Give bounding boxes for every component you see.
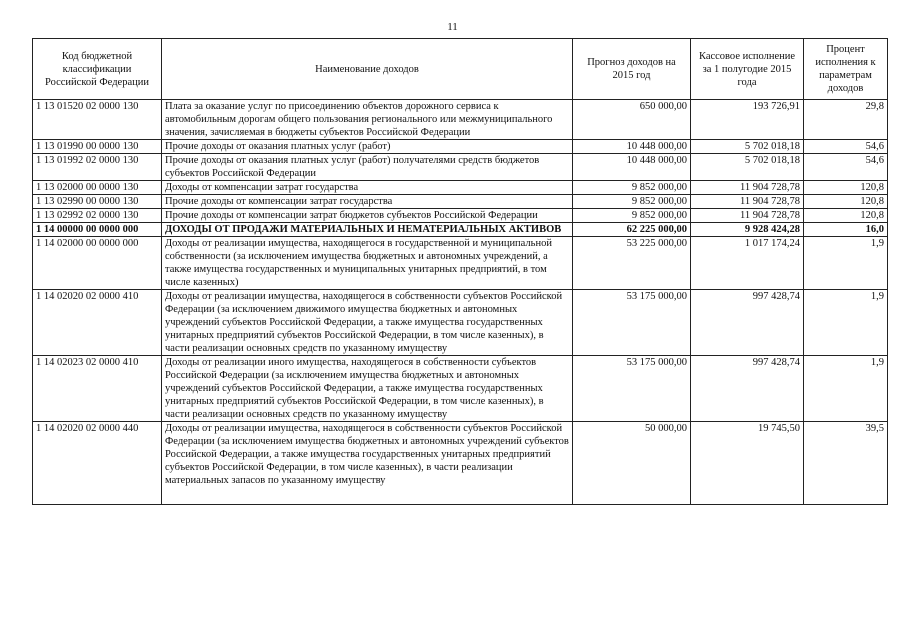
row-cash: 5 702 018,18 (691, 140, 804, 154)
row-percent: 1,9 (804, 356, 888, 422)
table-row (33, 100, 888, 140)
header-name: Наименование доходов (162, 39, 573, 100)
row-code: 1 14 02020 02 0000 410 (33, 290, 162, 356)
table-row (33, 422, 888, 505)
row-percent: 54,6 (804, 154, 888, 181)
row-name: Доходы от реализации имущества, находящегося в собственности субъектов Российской Федерации (за исключением движимого имущества бюджетных и автономных учреждений субъектов Российской Федерации, а также имущества государственных унитарных предприятий субъектов Российской Федерации, в том числе казенных), в части реализации основных средств по указанному имуществу (162, 290, 573, 356)
header-code: Код бюджетной классификации Российской Федерации (33, 39, 162, 100)
row-forecast: 53 175 000,00 (573, 290, 691, 356)
row-code: 1 13 01992 02 0000 130 (33, 154, 162, 181)
row-name: ДОХОДЫ ОТ ПРОДАЖИ МАТЕРИАЛЬНЫХ И НЕМАТЕРИАЛЬНЫХ АКТИВОВ (162, 223, 573, 237)
row-forecast: 9 852 000,00 (573, 209, 691, 223)
row-name: Доходы от реализации иного имущества, находящегося в собственности субъектов Российской Федерации (за исключением имущества бюджетных и автономных учреждений субъектов Российской Федерации, а также имущества государственных унитарных предприятий субъектов Российской Федерации, в том числе казенных), в части реализации основных средств по указанному имуществу (162, 356, 573, 422)
table-header-row (33, 39, 888, 100)
header-percent: Процент исполнения к параметрам доходов (804, 39, 888, 100)
row-percent: 120,8 (804, 181, 888, 195)
row-forecast: 9 852 000,00 (573, 195, 691, 209)
row-forecast: 50 000,00 (573, 422, 691, 505)
row-forecast: 10 448 000,00 (573, 140, 691, 154)
row-name: Прочие доходы от оказания платных услуг (работ) получателями средств бюджетов субъектов Российской Федерации (162, 154, 573, 181)
row-percent: 120,8 (804, 195, 888, 209)
row-code: 1 13 02992 02 0000 130 (33, 209, 162, 223)
row-forecast: 650 000,00 (573, 100, 691, 140)
row-code: 1 14 02023 02 0000 410 (33, 356, 162, 422)
row-code: 1 13 01990 00 0000 130 (33, 140, 162, 154)
row-code: 1 14 02020 02 0000 440 (33, 422, 162, 505)
row-name: Плата за оказание услуг по присоединению объектов дорожного сервиса к автомобильным дорогам общего пользования регионального или межмуниципального значения, зачисляемая в бюджеты субъектов Российской Федерации (162, 100, 573, 140)
row-cash: 193 726,91 (691, 100, 804, 140)
row-cash: 5 702 018,18 (691, 154, 804, 181)
row-cash: 11 904 728,78 (691, 181, 804, 195)
table-row (33, 237, 888, 290)
row-code: 1 13 02990 00 0000 130 (33, 195, 162, 209)
table-row (33, 140, 888, 154)
table-row (33, 181, 888, 195)
page-number: 11 (447, 21, 458, 33)
row-name: Доходы от реализации имущества, находящегося в собственности субъектов Российской Федерации (за исключением имущества бюджетных и автономных учреждений субъектов Российской Федерации, а также имущества государственных унитарных предприятий субъектов Российской Федерации, в том числе казенных), в части реализации материальных запасов по указанному имуществу (162, 422, 573, 505)
row-percent: 120,8 (804, 209, 888, 223)
table-row (33, 290, 888, 356)
row-cash: 19 745,50 (691, 422, 804, 505)
row-forecast: 53 225 000,00 (573, 237, 691, 290)
row-cash: 997 428,74 (691, 290, 804, 356)
row-forecast: 53 175 000,00 (573, 356, 691, 422)
row-percent: 29,8 (804, 100, 888, 140)
row-cash: 11 904 728,78 (691, 209, 804, 223)
row-forecast: 9 852 000,00 (573, 181, 691, 195)
row-code: 1 14 00000 00 0000 000 (33, 223, 162, 237)
table-row (33, 356, 888, 422)
row-cash: 1 017 174,24 (691, 237, 804, 290)
header-cash: Кассовое исполнение за 1 полугодие 2015 года (691, 39, 804, 100)
header-forecast: Прогноз доходов на 2015 год (573, 39, 691, 100)
table-row (33, 154, 888, 181)
revenue-table (32, 38, 888, 505)
row-name: Доходы от компенсации затрат государства (162, 181, 573, 195)
table-row-section-total (33, 223, 888, 237)
row-percent: 54,6 (804, 140, 888, 154)
row-name: Доходы от реализации имущества, находящегося в государственной и муниципальной собственности (за исключением имущества бюджетных и автономных учреждений, а также имущества государственных и муниципальных унитарных предприятий, в том числе казенных) (162, 237, 573, 290)
row-code: 1 14 02000 00 0000 000 (33, 237, 162, 290)
row-name: Прочие доходы от компенсации затрат государства (162, 195, 573, 209)
row-percent: 1,9 (804, 290, 888, 356)
row-cash: 997 428,74 (691, 356, 804, 422)
row-cash: 9 928 424,28 (691, 223, 804, 237)
row-code: 1 13 02000 00 0000 130 (33, 181, 162, 195)
table-row (33, 209, 888, 223)
table-row (33, 195, 888, 209)
row-forecast: 10 448 000,00 (573, 154, 691, 181)
row-forecast: 62 225 000,00 (573, 223, 691, 237)
row-percent: 39,5 (804, 422, 888, 505)
row-name: Прочие доходы от оказания платных услуг (работ) (162, 140, 573, 154)
row-cash: 11 904 728,78 (691, 195, 804, 209)
row-name: Прочие доходы от компенсации затрат бюджетов субъектов Российской Федерации (162, 209, 573, 223)
row-percent: 16,0 (804, 223, 888, 237)
row-percent: 1,9 (804, 237, 888, 290)
row-code: 1 13 01520 02 0000 130 (33, 100, 162, 140)
